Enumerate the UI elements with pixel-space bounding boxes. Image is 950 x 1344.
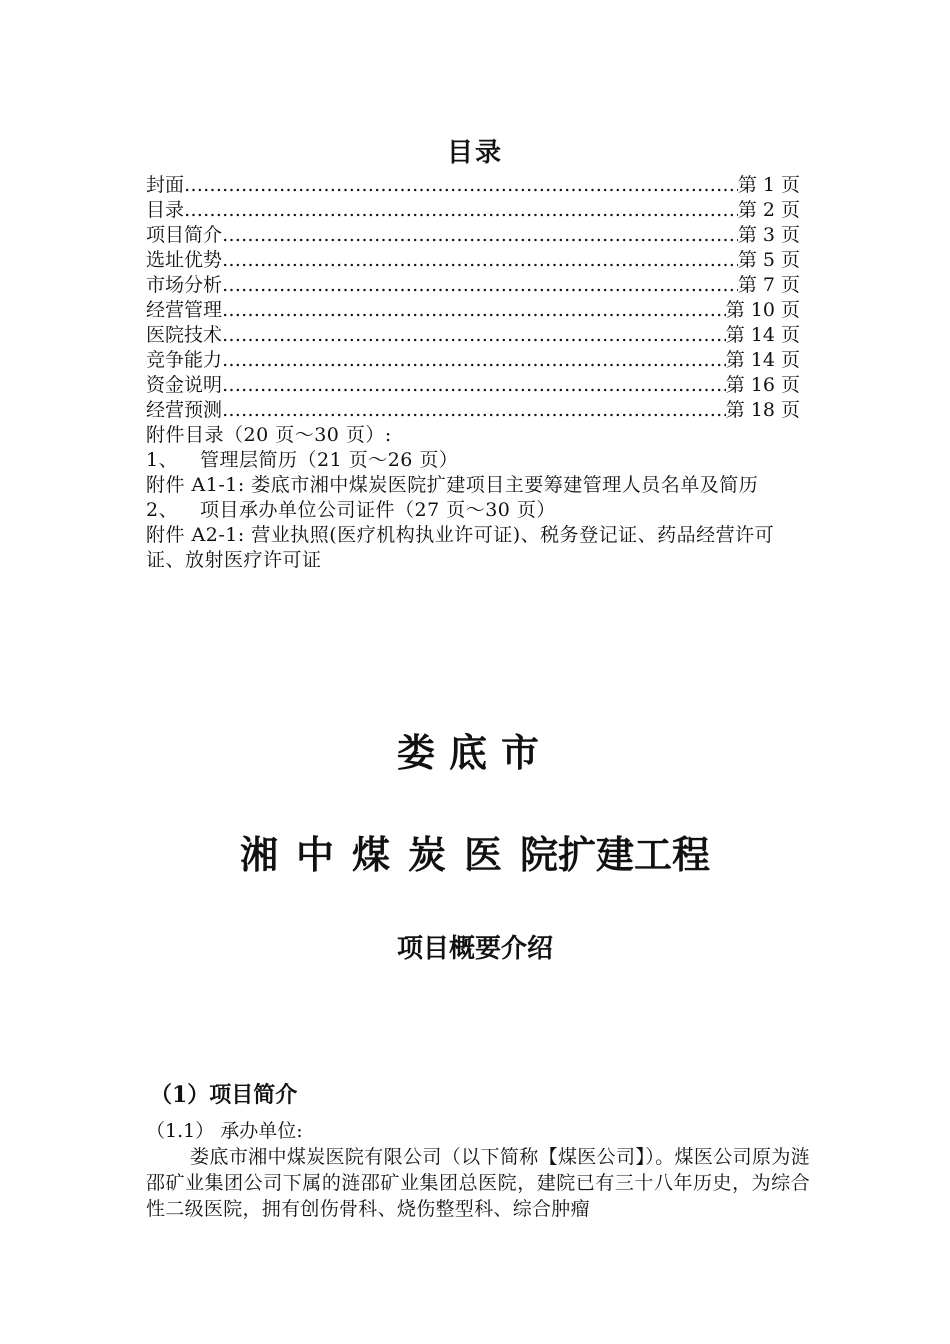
- toc-entry: [146, 223, 800, 248]
- toc-entry-page: 第 3 页: [737, 224, 800, 246]
- toc-entry-label: 竞争能力: [146, 349, 223, 371]
- toc-leader-dots: [184, 173, 738, 198]
- appendix-item: [146, 448, 810, 473]
- toc-entry: [146, 398, 800, 423]
- toc-leader-dots: [222, 323, 726, 348]
- toc-entry: [146, 348, 800, 373]
- appendix-item-text: 项目承办单位公司证件（27 页～30 页）: [200, 499, 556, 521]
- cover-subtitle: 项目概要介绍: [396, 934, 553, 964]
- section-heading: （1）项目简介: [150, 1082, 298, 1108]
- toc-entry-page: 第 18 页: [725, 399, 800, 421]
- toc-entry: [146, 248, 800, 273]
- table-of-contents: [146, 173, 806, 573]
- toc-leader-dots: [222, 223, 738, 248]
- toc-entry-page: 第 16 页: [725, 374, 800, 396]
- toc-entry-label: 经营预测: [146, 399, 223, 421]
- appendix-item-number: 1、: [146, 449, 179, 471]
- appendix-item: [146, 498, 810, 523]
- cover-title-project: [0, 824, 950, 879]
- toc-entry-page: 第 14 页: [725, 349, 800, 371]
- toc-leader-dots: [222, 273, 738, 298]
- toc-leader-dots: [222, 398, 726, 423]
- toc-entry-label: 目录: [146, 199, 185, 221]
- toc-entry-label: 医院技术: [146, 324, 223, 346]
- toc-leader-dots: [184, 198, 738, 223]
- appendix-heading: 附件目录（20 页～30 页）:: [146, 424, 392, 446]
- toc-entry-label: 封面: [146, 174, 185, 196]
- toc-entry-page: 第 2 页: [737, 199, 800, 221]
- toc-leader-dots: [222, 248, 738, 273]
- toc-entry-page: 第 10 页: [725, 299, 800, 321]
- toc-entry: [146, 173, 800, 198]
- toc-entry: [146, 323, 800, 348]
- toc-title: 目录: [446, 138, 503, 168]
- toc-leader-dots: [222, 348, 726, 373]
- toc-entry-page: 第 14 页: [725, 324, 800, 346]
- appendix-item-text: 管理层简历（21 页～26 页）: [200, 449, 459, 471]
- toc-entry-label: 项目简介: [146, 224, 223, 246]
- toc-entry-label: 选址优势: [146, 249, 223, 271]
- body-paragraph: 娄底市湘中煤炭医院有限公司（以下简称【煤医公司】）。煤医公司原为涟邵矿业集团公司下属的涟邵矿业集团总医院，建院已有三十八年历史，为综合性二级医院，拥有创伤骨科、烧伤整型科、综合肿瘤: [146, 1146, 810, 1220]
- toc-entry: [146, 273, 800, 298]
- appendix-a1-text: 附件 A1-1: 娄底市湘中煤炭医院扩建项目主要筹建管理人员名单及简历: [146, 474, 759, 496]
- cover-title-project-part2: 院扩建工程: [520, 832, 711, 877]
- toc-entry-label: 经营管理: [146, 299, 223, 321]
- appendix-a2-text: 附件 A2-1: 营业执照(医疗机构执业许可证)、税务登记证、药品经营许可证、放射医疗许可证: [146, 524, 775, 571]
- toc-entry: [146, 298, 800, 323]
- section-body: [146, 1118, 810, 1222]
- toc-entry-page: 第 7 页: [737, 274, 800, 296]
- toc-entry: [146, 373, 800, 398]
- toc-entry-page: 第 1 页: [737, 174, 800, 196]
- cover-title-city: 娄底市: [396, 730, 553, 775]
- toc-entry-label: 市场分析: [146, 274, 223, 296]
- subsection-heading: （1.1） 承办单位:: [146, 1120, 303, 1142]
- toc-entry-label: 资金说明: [146, 374, 223, 396]
- toc-entry: [146, 198, 800, 223]
- toc-leader-dots: [222, 373, 726, 398]
- toc-entry-page: 第 5 页: [737, 249, 800, 271]
- appendix-item-number: 2、: [146, 499, 179, 521]
- toc-leader-dots: [222, 298, 726, 323]
- cover-title-project-part1: 湘中煤炭医: [239, 832, 520, 877]
